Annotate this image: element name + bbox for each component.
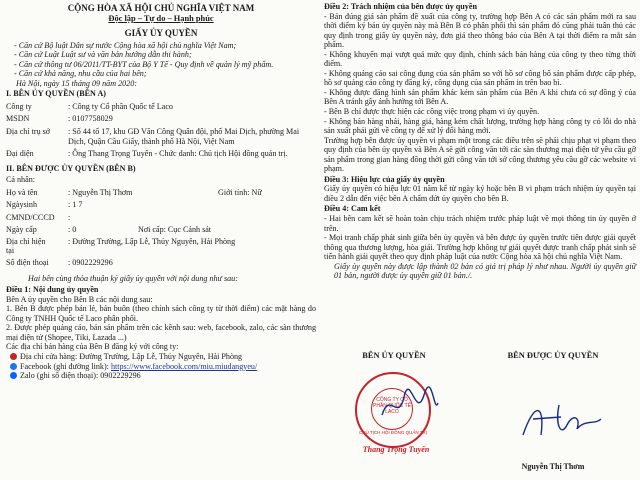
legal-basis-2: - Căn cứ Luật Luật sư và văn bản hướng dẫn thi hành;	[14, 50, 192, 60]
legal-basis-3: - Căn cứ thông tư 06/2011/TT-BYT của Bộ Y Tế - Quy định về quản lý mỹ phẩm.	[14, 59, 274, 69]
article-1-heading: Điều 1: Nội dung ủy quyền	[6, 285, 99, 295]
party-b-issue-row: Ngày cấp : 0 Nơi cấp: Cục Cảnh sát	[6, 225, 212, 235]
party-b-name-row: Họ và tên : Nguyễn Thị Thơm Giới tính: Nữ	[6, 187, 262, 197]
party-b-individual-label: Cá nhân:	[6, 175, 35, 185]
left-column	[6, 0, 316, 381]
motto: Độc lập – Tự do – Hạnh phúc	[108, 13, 214, 23]
article-3-text: Giấy ủy quyền có hiệu lực 01 năm kể từ ngày ký hoặc bên B vi phạm trách nhiệm ủy quyền tại điều 2 dẫn đến việc bên A chấm dứt ủy quyền cho bên B.	[324, 184, 636, 203]
article-2-item-1: - Bán đúng giá sản phẩm đề xuất của công ty, trường hợp Bên A có các sản phẩm mới ra sau thời điểm ký bản ủy quyền này mà Bên B có phân phối thì sản phẩm đó cũng phải tuân thủ các quy định trong giấy ủy quyền này, đơn giá theo thông báo của Bên A tại thời điểm ra mắt sản phẩm.	[324, 11, 636, 50]
agreement-intro: Hai bên cùng thỏa thuận ký giấy ủy quyền với nội dung như sau:	[28, 273, 238, 283]
party-a-signer-name: Thang Trọng Tuyến	[362, 445, 430, 454]
zalo-icon	[10, 372, 17, 379]
article-1-intro: Bên A ủy quyền cho Bên B các nội dung sau:	[6, 294, 153, 304]
article-4-item-2: - Mọi tranh chấp phát sinh giữa bên ủy quyền và bên được ủy quyền trước tiên được giải quyết thông qua thương lượng, hòa giải. Trường hợp không tự giải quyết được tranh chấp phát sinh sẽ tiến hành giải quyết theo quy định pháp luật của nước Cộng hòa xã hội chủ nghĩa Việt Nam.	[324, 233, 636, 262]
party-b-signature-label: BÊN ĐƯỢC ỦY QUYỀN	[507, 351, 599, 360]
article-1-item-1: 1. Bên B được phép bán lẻ, bán buôn (theo chính sách công ty từ thời điểm) các mặt hàng do Công ty TNHH Quốc tế Laco phân phối.	[6, 304, 316, 323]
facebook-line: Facebook (ghi đường link): https://www.facebook.com/miu.miudangyeu/	[6, 362, 316, 372]
facebook-link[interactable]: https://www.facebook.com/miu.miudangyeu/	[110, 361, 258, 371]
article-2-item-3: - Không quảng cáo sai công dụng của sản phẩm so với hồ sơ công bố sản phẩm được cấp phép, hồ sơ quảng cáo công ty đăng ký, công dụng của sản phẩm in trên bao bì.	[324, 68, 636, 88]
party-b-heading: II. BÊN ĐƯỢC ỦY QUYỀN (BÊN B)	[6, 163, 136, 173]
right-column	[324, 0, 636, 281]
party-a-msdn-row: MSDN : 0107758029	[6, 114, 113, 124]
document-title: GIẤY ỦY QUYỀN	[124, 28, 198, 39]
article-2-penalty: Trường hợp bên được ủy quyền vi phạm một trong các điều trên sẽ phải chịu phạt vi phạm theo quy định của bên ủy quyền và Bên A sẽ gửi công văn tới các sàn thương mại điện tử yêu cầu gỡ sản phẩm trong gian hàng đồng thời gửi công văn tới sở công thương yêu cầu gỡ các website vi phạm.	[324, 135, 636, 174]
facebook-icon	[10, 363, 17, 370]
party-b-address-row: Địa chỉ hiện tại : Đường Trường, Lập Lễ, Thủy Nguyên, Hải Phòng	[6, 236, 236, 256]
article-1-item-2: 2. Được phép quảng cáo, bán sản phẩm trên các kênh sau: web, facebook, zalo, các sàn thương mại điện tử (Shopee, Tiki, Lazada ...)	[6, 323, 316, 342]
place-date: Hà Nội, ngày 15 tháng 09 năm 2020:	[16, 78, 137, 88]
country-header: CỘNG HÒA XÃ HỘI CHỦ NGHĨA VIỆT NAM	[67, 3, 255, 13]
article-3-heading: Điều 3: Hiệu lực của giấy ủy quyền	[324, 174, 445, 184]
party-a-representative-row: Đại diện : Ông Thang Trọng Tuyến - Chức danh: Chủ tịch Hội đồng quản trị.	[6, 149, 288, 159]
article-2-item-5: - Bên B chỉ được thực hiện các công việc trong phạm vi ủy quyền.	[324, 107, 540, 117]
legal-basis-4: - Căn cứ khả năng, nhu cầu của hai bên;	[14, 69, 147, 79]
location-pin-icon	[10, 353, 17, 360]
article-4-item-1: - Hai bên cam kết sẽ hoàn toàn chịu trách nhiệm trước pháp luật về mọi thông tin ủy quyền ở trên.	[324, 214, 636, 233]
article-2-item-4: - Không được đăng hình sản phẩm khác kém sản phẩm của Bên A khi chưa có sự đồng ý của Bên A tránh gây ảnh hưởng tới Bên A.	[324, 87, 636, 107]
article-4-heading: Điều 4: Cam kết	[324, 204, 381, 214]
party-b-phone-row: Số điện thoại : 0902229296	[6, 258, 113, 268]
party-a-heading: I. BÊN ỦY QUYỀN (BÊN A)	[6, 89, 106, 99]
company-seal: CÔNG TY CỔ PHẦN QUỐC TẾ LACO CHỦ TỊCH HỘI ĐỒNG QUẢN TRỊ	[355, 372, 431, 448]
article-2-item-6: - Không bán hàng nhái, hàng giả, hàng kém chất lượng, trường hợp hàng công ty có lỗi do nhà sản xuất phải gửi về công ty để xử lý đổi hàng mới.	[324, 116, 636, 136]
party-a-signature-scribble	[380, 385, 440, 425]
zalo-line: Zalo (ghi số điện thoại): 0902229296	[6, 371, 316, 381]
article-4-copies: Giấy ủy quyền này được lập thành 02 bản có giá trị pháp lý như nhau. Người ủy quyền giữ 01 bản, người được ủy quyền giữ 01 bản./.	[334, 261, 636, 281]
legal-basis-1: - Căn cứ Bộ luật Dân sự nước Cộng hòa xã hội chủ nghĩa Việt Nam;	[14, 40, 237, 50]
party-b-dob-row: Ngàysinh : 1 7	[6, 200, 83, 210]
article-2-heading: Điều 2: Trách nhiệm của bên được ủy quyền	[324, 2, 477, 11]
article-1-addresses-intro: Các địa chỉ bán hàng của Bên B đăng ký với công ty:	[6, 342, 179, 352]
party-a-signature-label: BÊN ỦY QUYỀN	[362, 351, 426, 360]
party-b-signature-scribble	[515, 395, 605, 450]
store-address: Địa chỉ cửa hàng: Đường Trường, Lập Lễ, Thủy Nguyên, Hải Phòng	[6, 352, 316, 362]
party-b-signer-name: Nguyễn Thị Thơm	[521, 462, 585, 471]
party-a-address-row: Địa chỉ trụ sở : Số 44 tổ 17, khu GĐ Văn Công Quân đội, phố Mai Dịch, phường Mai Dịch, Quận Cầu Giấy, thành phố Hà Nội, Việt Nam	[6, 127, 300, 146]
article-2-item-2: - Không khuyến mại vượt quá mức quy định, chính sách bán hàng của công ty theo từng thời điểm.	[324, 49, 636, 69]
party-a-company-row: Công ty : Công ty Cổ phần Quốc tế Laco	[6, 101, 173, 111]
party-b-id-row: CMND/CCCD :	[6, 212, 71, 222]
